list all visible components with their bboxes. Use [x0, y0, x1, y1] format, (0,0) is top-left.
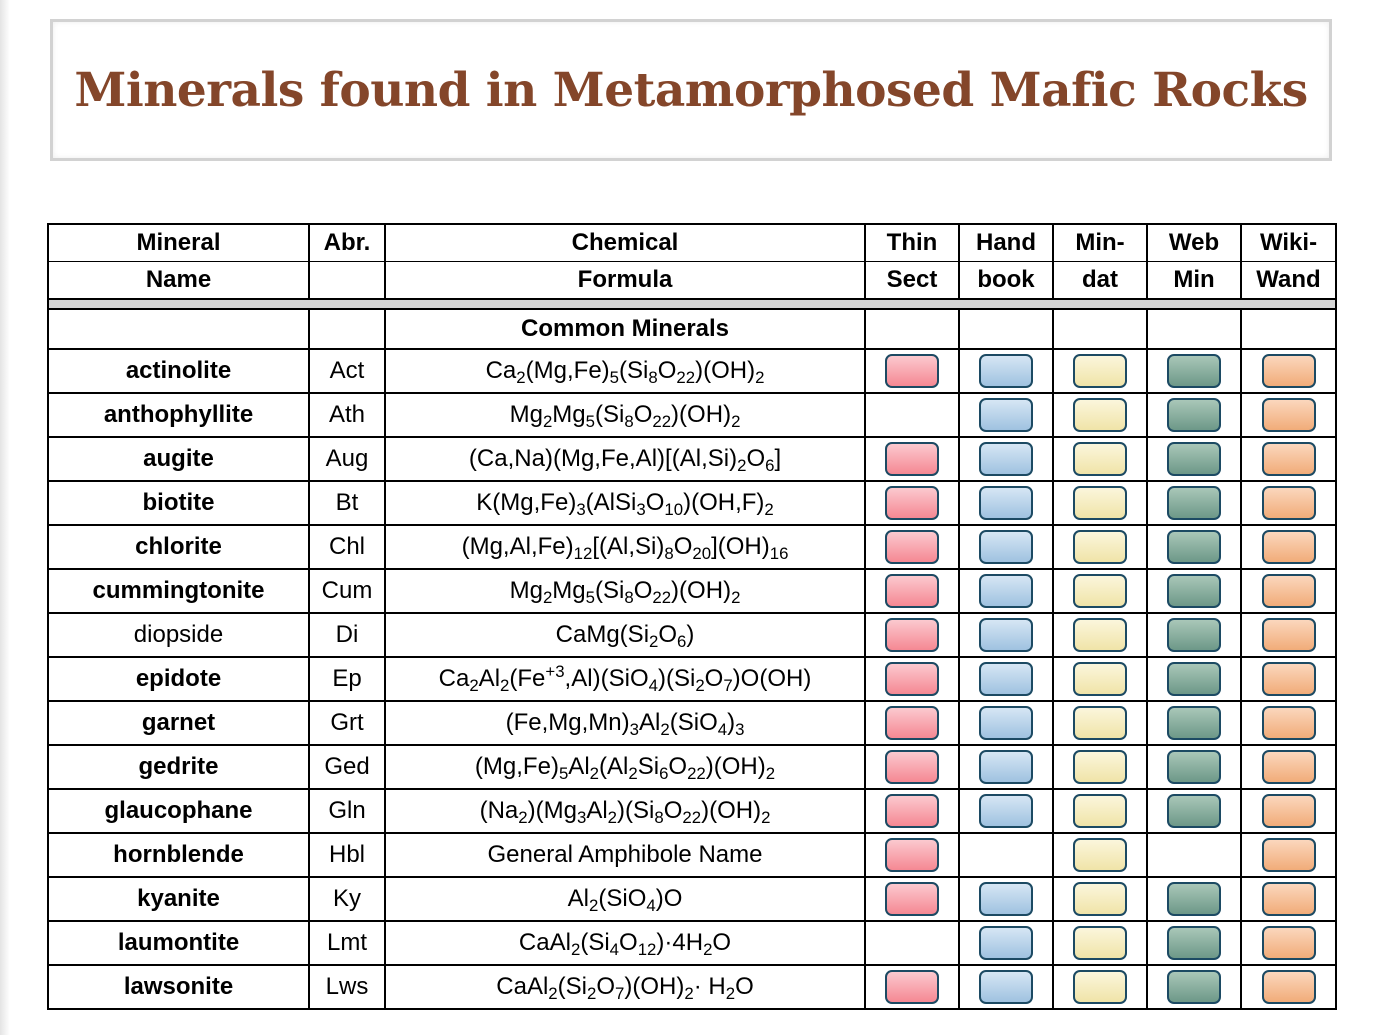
- mineral-formula: $(Mg,Al,Fe)_{12}[(Al,Si)_8O_{20}](OH)_{16}$: [385, 525, 865, 569]
- mineral-formula: $(Fe,Mg,Mn)_3Al_2(SiO_4)_3$: [385, 701, 865, 745]
- cell-webmin: [1147, 701, 1241, 745]
- cell-mindat: [1053, 921, 1147, 965]
- handbook-link-button[interactable]: [979, 618, 1033, 652]
- minerals-table: [47, 223, 1337, 1010]
- cell-mindat: [1053, 965, 1147, 1009]
- mindat-link-button[interactable]: [1073, 662, 1127, 696]
- cell-hand: [959, 393, 1053, 437]
- cell-wiki: [1241, 613, 1336, 657]
- cell-mindat: [1053, 393, 1147, 437]
- mineral-formula: $CaAl_2(Si_2O_7)(OH)_2\cdot H_2O$: [385, 965, 865, 1009]
- cell-webmin: [1147, 569, 1241, 613]
- page-title: Minerals found in Metamorphosed Mafic Rocks: [74, 62, 1308, 118]
- cell-mindat: [1053, 657, 1147, 701]
- thin-section-link-button[interactable]: [885, 706, 939, 740]
- mindat-link-button[interactable]: [1073, 398, 1127, 432]
- mineral-abbr: Di: [309, 613, 385, 657]
- cell-wiki: [1241, 789, 1336, 833]
- mindat-link-button[interactable]: [1073, 750, 1127, 784]
- handbook-link-button[interactable]: [979, 662, 1033, 696]
- cell-wiki: [1241, 745, 1336, 789]
- thin-section-link-button[interactable]: [885, 618, 939, 652]
- webmin-link-button[interactable]: [1167, 354, 1221, 388]
- cell-wiki: [1241, 701, 1336, 745]
- wikiwand-link-button[interactable]: [1262, 838, 1316, 872]
- mineral-row-chlorite: [48, 525, 1336, 569]
- mineral-abbr: Grt: [309, 701, 385, 745]
- mineral-abbr: Ath: [309, 393, 385, 437]
- header-abbr-2: [309, 262, 385, 300]
- webmin-link-button[interactable]: [1167, 926, 1221, 960]
- mineral-name: kyanite: [48, 877, 309, 921]
- mindat-link-button[interactable]: [1073, 486, 1127, 520]
- mineral-name: epidote: [48, 657, 309, 701]
- handbook-link-button[interactable]: [979, 882, 1033, 916]
- cell-mindat: [1053, 745, 1147, 789]
- cell-mindat: [1053, 613, 1147, 657]
- cell-mindat: [1053, 481, 1147, 525]
- handbook-link-button[interactable]: [979, 486, 1033, 520]
- mineral-row-augite: [48, 437, 1336, 481]
- header-separator: [48, 299, 1336, 309]
- header-wikiwand: Wiki-: [1241, 224, 1336, 262]
- thin-section-link-button[interactable]: [885, 970, 939, 1004]
- mineral-name: garnet: [48, 701, 309, 745]
- mineral-row-diopside: [48, 613, 1336, 657]
- wikiwand-link-button[interactable]: [1262, 706, 1316, 740]
- cell-wiki: [1241, 877, 1336, 921]
- wikiwand-link-button[interactable]: [1262, 398, 1316, 432]
- mineral-name: lawsonite: [48, 965, 309, 1009]
- cell-webmin: [1147, 613, 1241, 657]
- mineral-abbr: Bt: [309, 481, 385, 525]
- webmin-link-button[interactable]: [1167, 486, 1221, 520]
- mindat-link-button[interactable]: [1073, 882, 1127, 916]
- handbook-link-button[interactable]: [979, 750, 1033, 784]
- cell-mindat: [1053, 833, 1147, 877]
- mineral-name: hornblende: [48, 833, 309, 877]
- thin-section-link-button[interactable]: [885, 486, 939, 520]
- cell-mindat: [1053, 877, 1147, 921]
- mineral-abbr: Lmt: [309, 921, 385, 965]
- cell-webmin: [1147, 877, 1241, 921]
- mineral-name: anthophyllite: [48, 393, 309, 437]
- webmin-link-button[interactable]: [1167, 530, 1221, 564]
- webmin-link-button[interactable]: [1167, 882, 1221, 916]
- mineral-abbr: Ky: [309, 877, 385, 921]
- handbook-link-button[interactable]: [979, 574, 1033, 608]
- thin-section-link-button[interactable]: [885, 662, 939, 696]
- cell-hand: [959, 349, 1053, 393]
- thin-section-link-button[interactable]: [885, 530, 939, 564]
- wikiwand-link-button[interactable]: [1262, 442, 1316, 476]
- cell-thin: [865, 393, 959, 437]
- cell-webmin: [1147, 393, 1241, 437]
- thin-section-link-button[interactable]: [885, 442, 939, 476]
- handbook-link-button[interactable]: [979, 442, 1033, 476]
- title-banner: [50, 19, 1332, 161]
- cell-mindat: [1053, 569, 1147, 613]
- webmin-link-button[interactable]: [1167, 794, 1221, 828]
- cell-thin: [865, 701, 959, 745]
- header-mineral: Mineral: [48, 224, 309, 262]
- cell-thin: [865, 833, 959, 877]
- cell-webmin: [1147, 349, 1241, 393]
- cell-thin: [865, 657, 959, 701]
- mineral-formula: $(Na_2)(Mg_3Al_2)(Si_8O_{22})(OH)_2$: [385, 789, 865, 833]
- thin-section-link-button[interactable]: [885, 794, 939, 828]
- mineral-abbr: Cum: [309, 569, 385, 613]
- mindat-link-button[interactable]: [1073, 574, 1127, 608]
- mineral-name: diopside: [48, 613, 309, 657]
- cell-hand: [959, 877, 1053, 921]
- mineral-formula: General Amphibole Name: [385, 833, 865, 877]
- wikiwand-link-button[interactable]: [1262, 970, 1316, 1004]
- handbook-link-button[interactable]: [979, 706, 1033, 740]
- table-body: [48, 299, 1336, 1009]
- mindat-link-button[interactable]: [1073, 926, 1127, 960]
- cell-mindat: [1053, 525, 1147, 569]
- cell-wiki: [1241, 965, 1336, 1009]
- mindat-link-button[interactable]: [1073, 706, 1127, 740]
- mineral-formula: $K(Mg,Fe)_3(AlSi_3O_{10})(OH,F)_2$: [385, 481, 865, 525]
- cell-thin: [865, 349, 959, 393]
- cell-thin: [865, 921, 959, 965]
- handbook-link-button[interactable]: [979, 794, 1033, 828]
- wikiwand-link-button[interactable]: [1262, 794, 1316, 828]
- mineral-abbr: Ep: [309, 657, 385, 701]
- cell-wiki: [1241, 833, 1336, 877]
- handbook-link-button[interactable]: [979, 970, 1033, 1004]
- cell-webmin: [1147, 789, 1241, 833]
- cell-thin: [865, 965, 959, 1009]
- mindat-link-button[interactable]: [1073, 970, 1127, 1004]
- page-edge-shadow: [0, 0, 10, 1035]
- mineral-name: biotite: [48, 481, 309, 525]
- cell-webmin: [1147, 437, 1241, 481]
- mineral-formula: $Ca_2(Mg,Fe)_5(Si_8O_{22})(OH)_2$: [385, 349, 865, 393]
- mineral-row-hornblende: [48, 833, 1336, 877]
- cell-hand: [959, 437, 1053, 481]
- header-webmin: Web: [1147, 224, 1241, 262]
- mineral-abbr: Chl: [309, 525, 385, 569]
- mineral-abbr: Gln: [309, 789, 385, 833]
- header-thin-section-2: Sect: [865, 262, 959, 300]
- mineral-abbr: Lws: [309, 965, 385, 1009]
- cell-mindat: [1053, 349, 1147, 393]
- mineral-name: glaucophane: [48, 789, 309, 833]
- cell-thin: [865, 569, 959, 613]
- mineral-name: augite: [48, 437, 309, 481]
- cell-mindat: [1053, 789, 1147, 833]
- cell-webmin: [1147, 965, 1241, 1009]
- mineral-formula: $(Ca,Na)(Mg,Fe,Al)[(Al,Si)_2O_6]$: [385, 437, 865, 481]
- wikiwand-link-button[interactable]: [1262, 618, 1316, 652]
- handbook-link-button[interactable]: [979, 926, 1033, 960]
- cell-hand: [959, 481, 1053, 525]
- header-webmin-2: Min: [1147, 262, 1241, 300]
- cell-wiki: [1241, 657, 1336, 701]
- thin-section-link-button[interactable]: [885, 838, 939, 872]
- cell-thin: [865, 745, 959, 789]
- thin-section-link-button[interactable]: [885, 882, 939, 916]
- wikiwand-link-button[interactable]: [1262, 486, 1316, 520]
- mineral-abbr: Act: [309, 349, 385, 393]
- webmin-link-button[interactable]: [1167, 442, 1221, 476]
- header-formula-2: Formula: [385, 262, 865, 300]
- wikiwand-link-button[interactable]: [1262, 750, 1316, 784]
- thin-section-link-button[interactable]: [885, 574, 939, 608]
- mindat-link-button[interactable]: [1073, 354, 1127, 388]
- cell-mindat: [1053, 701, 1147, 745]
- cell-hand: [959, 657, 1053, 701]
- header-row-bottom: [48, 262, 1336, 300]
- mineral-row-cummingtonite: [48, 569, 1336, 613]
- mineral-abbr: Hbl: [309, 833, 385, 877]
- mineral-abbr: Ged: [309, 745, 385, 789]
- cell-wiki: [1241, 921, 1336, 965]
- header-wikiwand-2: Wand: [1241, 262, 1336, 300]
- webmin-link-button[interactable]: [1167, 398, 1221, 432]
- cell-wiki: [1241, 525, 1336, 569]
- handbook-link-button[interactable]: [979, 530, 1033, 564]
- header-mindat: Min-: [1053, 224, 1147, 262]
- wikiwand-link-button[interactable]: [1262, 354, 1316, 388]
- cell-wiki: [1241, 349, 1336, 393]
- mineral-row-kyanite: [48, 877, 1336, 921]
- mineral-formula: $Mg_2Mg_5(Si_8O_{22})(OH)_2$: [385, 393, 865, 437]
- mineral-row-biotite: [48, 481, 1336, 525]
- header-handbook-2: book: [959, 262, 1053, 300]
- cell-hand: [959, 833, 1053, 877]
- mindat-link-button[interactable]: [1073, 838, 1127, 872]
- mindat-link-button[interactable]: [1073, 618, 1127, 652]
- header-row-top: [48, 224, 1336, 262]
- cell-webmin: [1147, 481, 1241, 525]
- thin-section-link-button[interactable]: [885, 750, 939, 784]
- cell-thin: [865, 877, 959, 921]
- mineral-name: actinolite: [48, 349, 309, 393]
- webmin-link-button[interactable]: [1167, 662, 1221, 696]
- webmin-link-button[interactable]: [1167, 574, 1221, 608]
- cell-webmin: [1147, 657, 1241, 701]
- wikiwand-link-button[interactable]: [1262, 882, 1316, 916]
- cell-mindat: [1053, 437, 1147, 481]
- cell-webmin: [1147, 525, 1241, 569]
- cell-wiki: [1241, 393, 1336, 437]
- cell-wiki: [1241, 569, 1336, 613]
- cell-hand: [959, 613, 1053, 657]
- mindat-link-button[interactable]: [1073, 530, 1127, 564]
- wikiwand-link-button[interactable]: [1262, 574, 1316, 608]
- header-handbook: Hand: [959, 224, 1053, 262]
- mineral-row-lawsonite: [48, 965, 1336, 1009]
- cell-webmin: [1147, 745, 1241, 789]
- cell-hand: [959, 569, 1053, 613]
- cell-webmin: [1147, 921, 1241, 965]
- mineral-row-actinolite: [48, 349, 1336, 393]
- header-thin-section: Thin: [865, 224, 959, 262]
- cell-hand: [959, 701, 1053, 745]
- mineral-name: cummingtonite: [48, 569, 309, 613]
- mineral-row-epidote: [48, 657, 1336, 701]
- cell-hand: [959, 525, 1053, 569]
- mineral-row-glaucophane: [48, 789, 1336, 833]
- section-label: Common Minerals: [385, 309, 865, 349]
- mineral-row-gedrite: [48, 745, 1336, 789]
- mineral-formula: $Ca_2Al_2(Fe^{+3},Al)(SiO_4)(Si_2O_7)O(OH)$: [385, 657, 865, 701]
- mindat-link-button[interactable]: [1073, 442, 1127, 476]
- webmin-link-button[interactable]: [1167, 706, 1221, 740]
- wikiwand-link-button[interactable]: [1262, 662, 1316, 696]
- webmin-link-button[interactable]: [1167, 750, 1221, 784]
- header-mineral-2: Name: [48, 262, 309, 300]
- cell-thin: [865, 437, 959, 481]
- cell-wiki: [1241, 481, 1336, 525]
- mineral-row-garnet: [48, 701, 1336, 745]
- mineral-formula: $(Mg,Fe)_5Al_2(Al_2Si_6O_{22})(OH)_2$: [385, 745, 865, 789]
- mineral-row-anthophyllite: [48, 393, 1336, 437]
- cell-thin: [865, 481, 959, 525]
- cell-webmin: [1147, 833, 1241, 877]
- cell-hand: [959, 921, 1053, 965]
- handbook-link-button[interactable]: [979, 398, 1033, 432]
- webmin-link-button[interactable]: [1167, 970, 1221, 1004]
- mineral-row-laumontite: [48, 921, 1336, 965]
- cell-wiki: [1241, 437, 1336, 481]
- cell-hand: [959, 789, 1053, 833]
- cell-thin: [865, 789, 959, 833]
- wikiwand-link-button[interactable]: [1262, 926, 1316, 960]
- section-row: [48, 309, 1336, 349]
- cell-thin: [865, 525, 959, 569]
- header-formula: Chemical: [385, 224, 865, 262]
- mineral-formula: $CaAl_2(Si_4O_{12})\cdot 4H_2O$: [385, 921, 865, 965]
- mindat-link-button[interactable]: [1073, 794, 1127, 828]
- handbook-link-button[interactable]: [979, 354, 1033, 388]
- cell-thin: [865, 613, 959, 657]
- mineral-formula: $Al_2(SiO_4)O$: [385, 877, 865, 921]
- cell-hand: [959, 965, 1053, 1009]
- mineral-name: gedrite: [48, 745, 309, 789]
- header-abbr: Abr.: [309, 224, 385, 262]
- mineral-formula: $Mg_2Mg_5(Si_8O_{22})(OH)_2$: [385, 569, 865, 613]
- wikiwand-link-button[interactable]: [1262, 530, 1316, 564]
- cell-hand: [959, 745, 1053, 789]
- webmin-link-button[interactable]: [1167, 618, 1221, 652]
- mineral-abbr: Aug: [309, 437, 385, 481]
- header-mindat-2: dat: [1053, 262, 1147, 300]
- mineral-name: laumontite: [48, 921, 309, 965]
- mineral-name: chlorite: [48, 525, 309, 569]
- mineral-formula: $CaMg(Si_2O_6)$: [385, 613, 865, 657]
- thin-section-link-button[interactable]: [885, 354, 939, 388]
